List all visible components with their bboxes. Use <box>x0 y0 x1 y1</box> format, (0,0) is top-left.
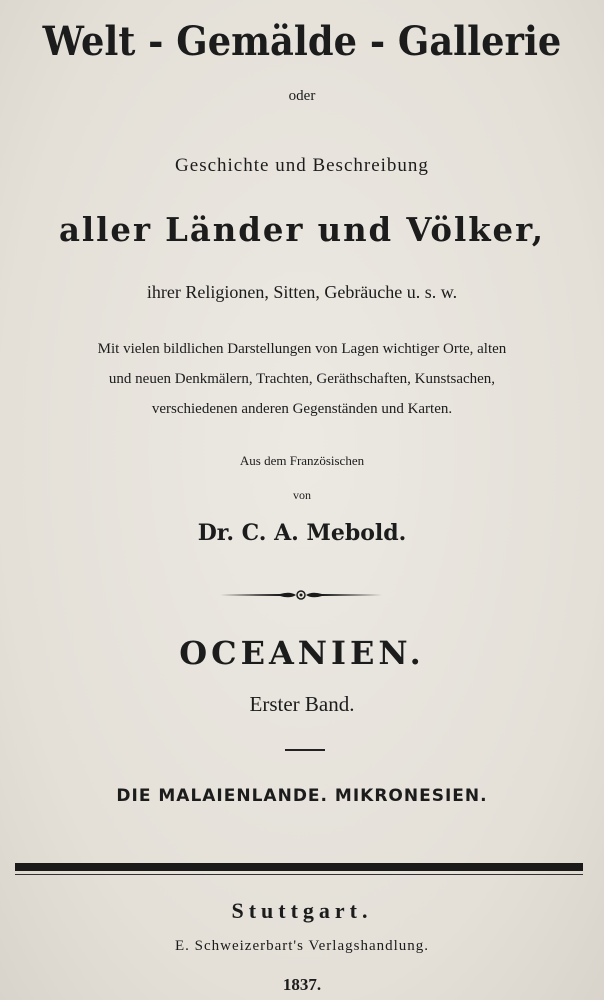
connector-text: oder <box>288 88 316 104</box>
author-name: Dr. C. A. Mebold. <box>197 520 407 546</box>
publication-year: 1837. <box>282 975 322 994</box>
volume-number: Erster Band. <box>249 692 355 716</box>
thin-rule <box>15 874 583 875</box>
description-line-3: verschiedenen anderen Gegenständen und Karten. <box>151 401 453 417</box>
by-text: von <box>293 488 311 502</box>
volume-title: OCEANIEN. <box>179 634 425 672</box>
subtitle-line-2: aller Länder und Völker, <box>59 210 545 249</box>
book-title: Welt - Gemälde - Gallerie <box>42 18 562 65</box>
description-line-2: und neuen Denkmälern, Trachten, Geräthschaften, Kunstsachen, <box>108 371 496 387</box>
subtitle-line-3: ihrer Religionen, Sitten, Gebräuche u. s. w. <box>146 282 458 302</box>
publication-place: Stuttgart. <box>231 898 373 923</box>
subtitle-line-1: Geschichte und Beschreibung <box>175 155 429 176</box>
description-line-1: Mit vielen bildlichen Darstellungen von Lagen wichtiger Orte, alten <box>97 341 507 357</box>
thick-rule <box>15 863 583 871</box>
volume-subject: DIE MALAIENLANDE. MIKRONESIEN. <box>116 786 488 806</box>
translation-note: Aus dem Französischen <box>239 453 365 468</box>
short-rule <box>285 749 325 751</box>
publisher-name: E. Schweizerbart's Verlagshandlung. <box>174 938 430 954</box>
ornament-divider-icon <box>220 590 382 600</box>
